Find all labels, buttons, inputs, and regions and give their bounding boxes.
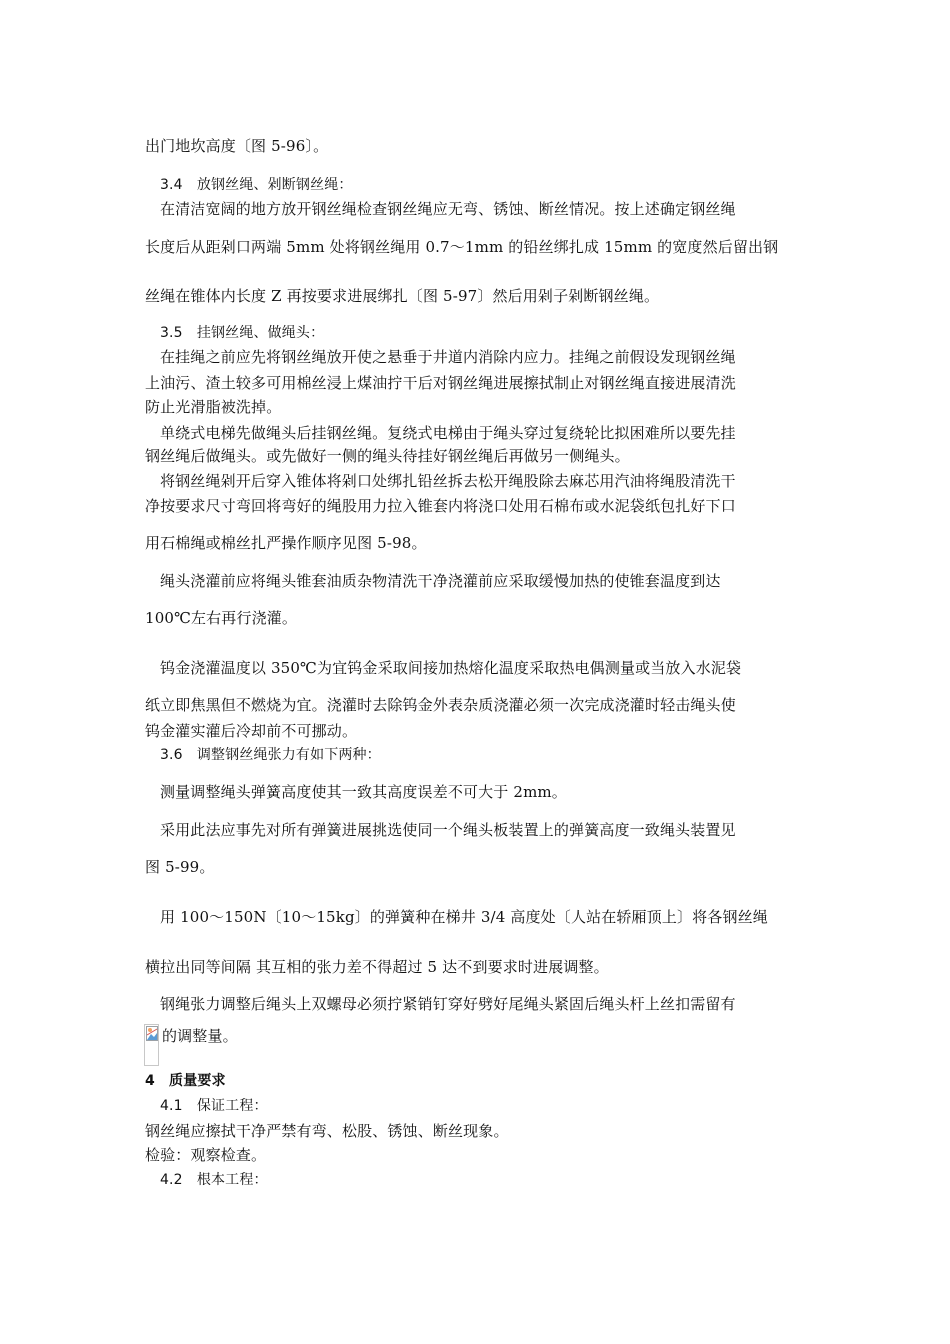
paragraph-line: 钢丝绳后做绳头。或先做好一侧的绳头待挂好钢丝绳后再做另一侧绳头。 xyxy=(145,447,630,465)
paragraph-line: 上油污、渣土较多可用棉丝浸上煤油拧干后对钢丝绳进展擦拭制止对钢丝绳直接进展清洗 xyxy=(145,374,736,392)
paragraph-line: 的调整量。 xyxy=(162,1027,238,1045)
paragraph-line: 净按要求尺寸弯回将弯好的绳股用力拉入锥套内将浇口处用石棉布或水泥袋纸包扎好下口 xyxy=(145,497,736,515)
paragraph-line: 在清洁宽阔的地方放开钢丝绳检查钢丝绳应无弯、锈蚀、断丝情况。按上述确定钢丝绳 xyxy=(160,200,736,218)
broken-image-placeholder xyxy=(144,1024,159,1066)
paragraph-line: 钨金浇灌温度以 350℃为宜钨金采取间接加热熔化温度采取热电偶测量或当放入水泥袋 xyxy=(160,659,742,677)
paragraph-line: 出门地坎高度〔图 5-96〕。 xyxy=(145,137,329,155)
paragraph-line: 钢绳张力调整后绳头上双螺母必须拧紧销钉穿好劈好尾绳头紧固后绳头杆上丝扣需留有 xyxy=(160,995,736,1013)
paragraph-line: 丝绳在锥体内长度 Z 再按要求进展绑扎〔图 5-97〕然后用剁子剁断钢丝绳。 xyxy=(145,287,660,305)
section-heading-3-4: 3.4 放钢丝绳、剁断钢丝绳： xyxy=(160,177,353,193)
paragraph-line: 钢丝绳应擦拭干净严禁有弯、松股、锈蚀、断丝现象。 xyxy=(145,1122,509,1140)
paragraph-line: 长度后从距剁口两端 5mm 处将钢丝绳用 0.7～1mm 的铅丝绑扎成 15mm 的宽度然后留出钢 xyxy=(145,238,779,256)
paragraph-line: 在挂绳之前应先将钢丝绳放开使之悬垂于井道内消除内应力。挂绳之前假设发现钢丝绳 xyxy=(160,348,736,366)
paragraph-line: 将钢丝绳剁开后穿入锥体将剁口处绑扎铅丝拆去松开绳股除去麻芯用汽油将绳股清洗干 xyxy=(160,472,736,490)
paragraph-line: 钨金灌实灌后冷却前不可挪动。 xyxy=(145,722,358,740)
paragraph-line: 纸立即焦黑但不燃烧为宜。浇灌时去除钨金外表杂质浇灌必须一次完成浇灌时轻击绳头使 xyxy=(145,696,736,714)
section-heading-3-6: 3.6 调整钢丝绳张力有如下两种： xyxy=(160,747,381,763)
paragraph-line: 防止光滑脂被洗掉。 xyxy=(145,398,282,416)
paragraph-line: 采用此法应事先对所有弹簧进展挑选使同一个绳头板装置上的弹簧高度一致绳头装置见 xyxy=(160,821,736,839)
paragraph-line: 测量调整绳头弹簧高度使其一致其高度误差不可大于 2mm。 xyxy=(160,783,567,801)
paragraph-line: 横拉出同等间隔 其互相的张力差不得超过 5 达不到要求时进展调整。 xyxy=(145,958,609,976)
section-heading-4-1: 4.1 保证工程： xyxy=(160,1098,268,1114)
paragraph-line: 用石棉绳或棉丝扎严操作顺序见图 5-98。 xyxy=(145,534,427,552)
paragraph-line: 绳头浇灌前应将绳头锥套油质杂物清洗干净浇灌前应采取缓慢加热的使锥套温度到达 xyxy=(160,572,721,590)
section-heading-4: 4 质量要求 xyxy=(145,1073,226,1089)
section-heading-3-5: 3.5 挂钢丝绳、做绳头： xyxy=(160,325,325,341)
paragraph-line: 单绕式电梯先做绳头后挂钢丝绳。复绕式电梯由于绳头穿过复绕轮比拟困难所以要先挂 xyxy=(160,424,736,442)
paragraph-line: 用 100～150N〔10～15kg〕的弹簧种在梯井 3/4 高度处〔人站在轿厢顶上〕将各钢丝绳 xyxy=(160,908,768,926)
broken-image-icon xyxy=(146,1026,158,1041)
paragraph-line: 100℃左右再行浇灌。 xyxy=(145,609,298,627)
paragraph-line: 图 5-99。 xyxy=(145,858,215,876)
section-heading-4-2: 4.2 根本工程： xyxy=(160,1172,268,1188)
paragraph-line: 检验：观察检查。 xyxy=(145,1146,267,1164)
